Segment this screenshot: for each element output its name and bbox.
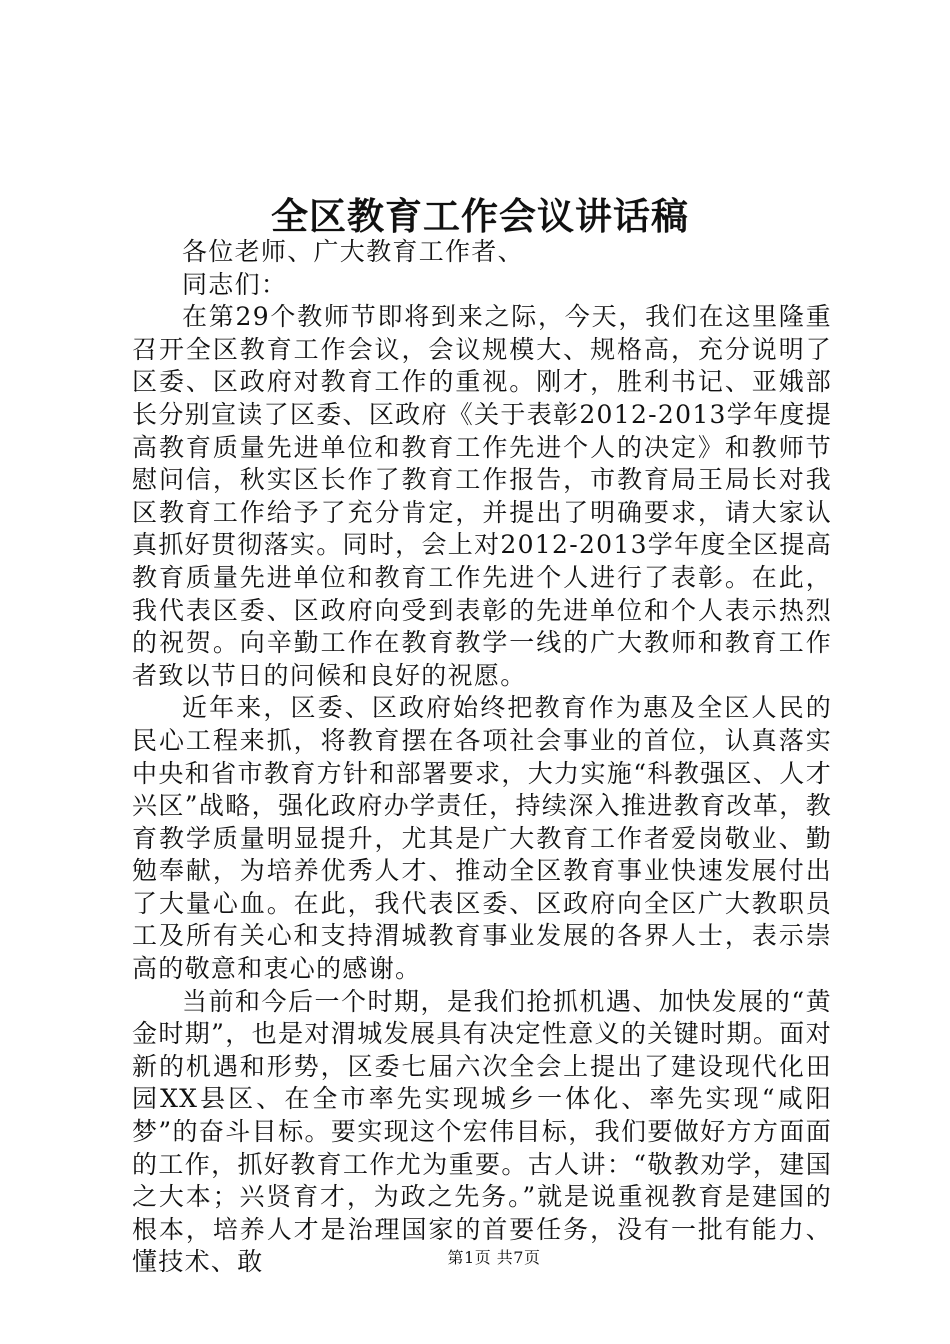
body-paragraph: 当前和今后一个时期，是我们抢抓机遇、加快发展的“黄金时期”，也是对渭城发展具有决定性意义的关键时期。面对新的机遇和形势，区委七届六次全会上提出了建设现代化田园XX县区、在全市率先实现城乡一体化、率先实现“咸阳梦”的奋斗目标。要实现这个宏伟目标，我们要做好方方面面的工作，抓好教育工作尤为重要。古人讲：“敬教劝学，建国之大本；兴贤育才，为政之先务。”就是说重视教育是建国的根本，培养人才是治理国家的首要任务，没有一批有能力、懂技术、敢 (132, 986, 832, 1277)
body-paragraph: 近年来，区委、区政府始终把教育作为惠及全区人民的民心工程来抓，将教育摆在各项社会事业的首位，认真落实中央和省市教育方针和部署要求，大力实施“科教强区、人才兴区”战略，强化政府办学责任，持续深入推进教育改革，教育教学质量明显提升，尤其是广大教育工作者爱岗敬业、勤勉奉献，为培养优秀人才、推动全区教育事业快速发展付出了大量心血。在此，我代表区委、区政府向全区广大教职员工及所有关心和支持渭城教育事业发展的各界人士，表示崇高的敬意和衷心的感谢。 (132, 693, 832, 984)
document-title: 全区教育工作会议讲话稿 (271, 194, 689, 238)
salutation-line: 同志们： (182, 269, 288, 299)
salutation-line: 各位老师、广大教育工作者、 (182, 237, 524, 266)
page-footer: 第1页 共7页 (447, 1248, 541, 1267)
document-body (132, 236, 832, 1279)
body-paragraph: 在第29个教师节即将到来之际，今天，我们在这里隆重召开全区教育工作会议，会议规模大、规格高，充分说明了区委、区政府对教育工作的重视。刚才，胜利书记、亚娥部长分别宣读了区委、区政府《关于表彰2012-2013学年度提高教育质量先进单位和教育工作先进个人的决定》和教师节慰问信，秋实区长作了教育工作报告，市教育局王局长对我区教育工作给予了充分肯定，并提出了明确要求，请大家认真抓好贯彻落实。同时，会上对2012-2013学年度全区提高教育质量先进单位和教育工作先进个人进行了表彰。在此，我代表区委、区政府向受到表彰的先进单位和个人表示热烈的祝贺。向辛勤工作在教育教学一线的广大教师和教育工作者致以节日的问候和良好的祝愿。 (132, 302, 832, 690)
